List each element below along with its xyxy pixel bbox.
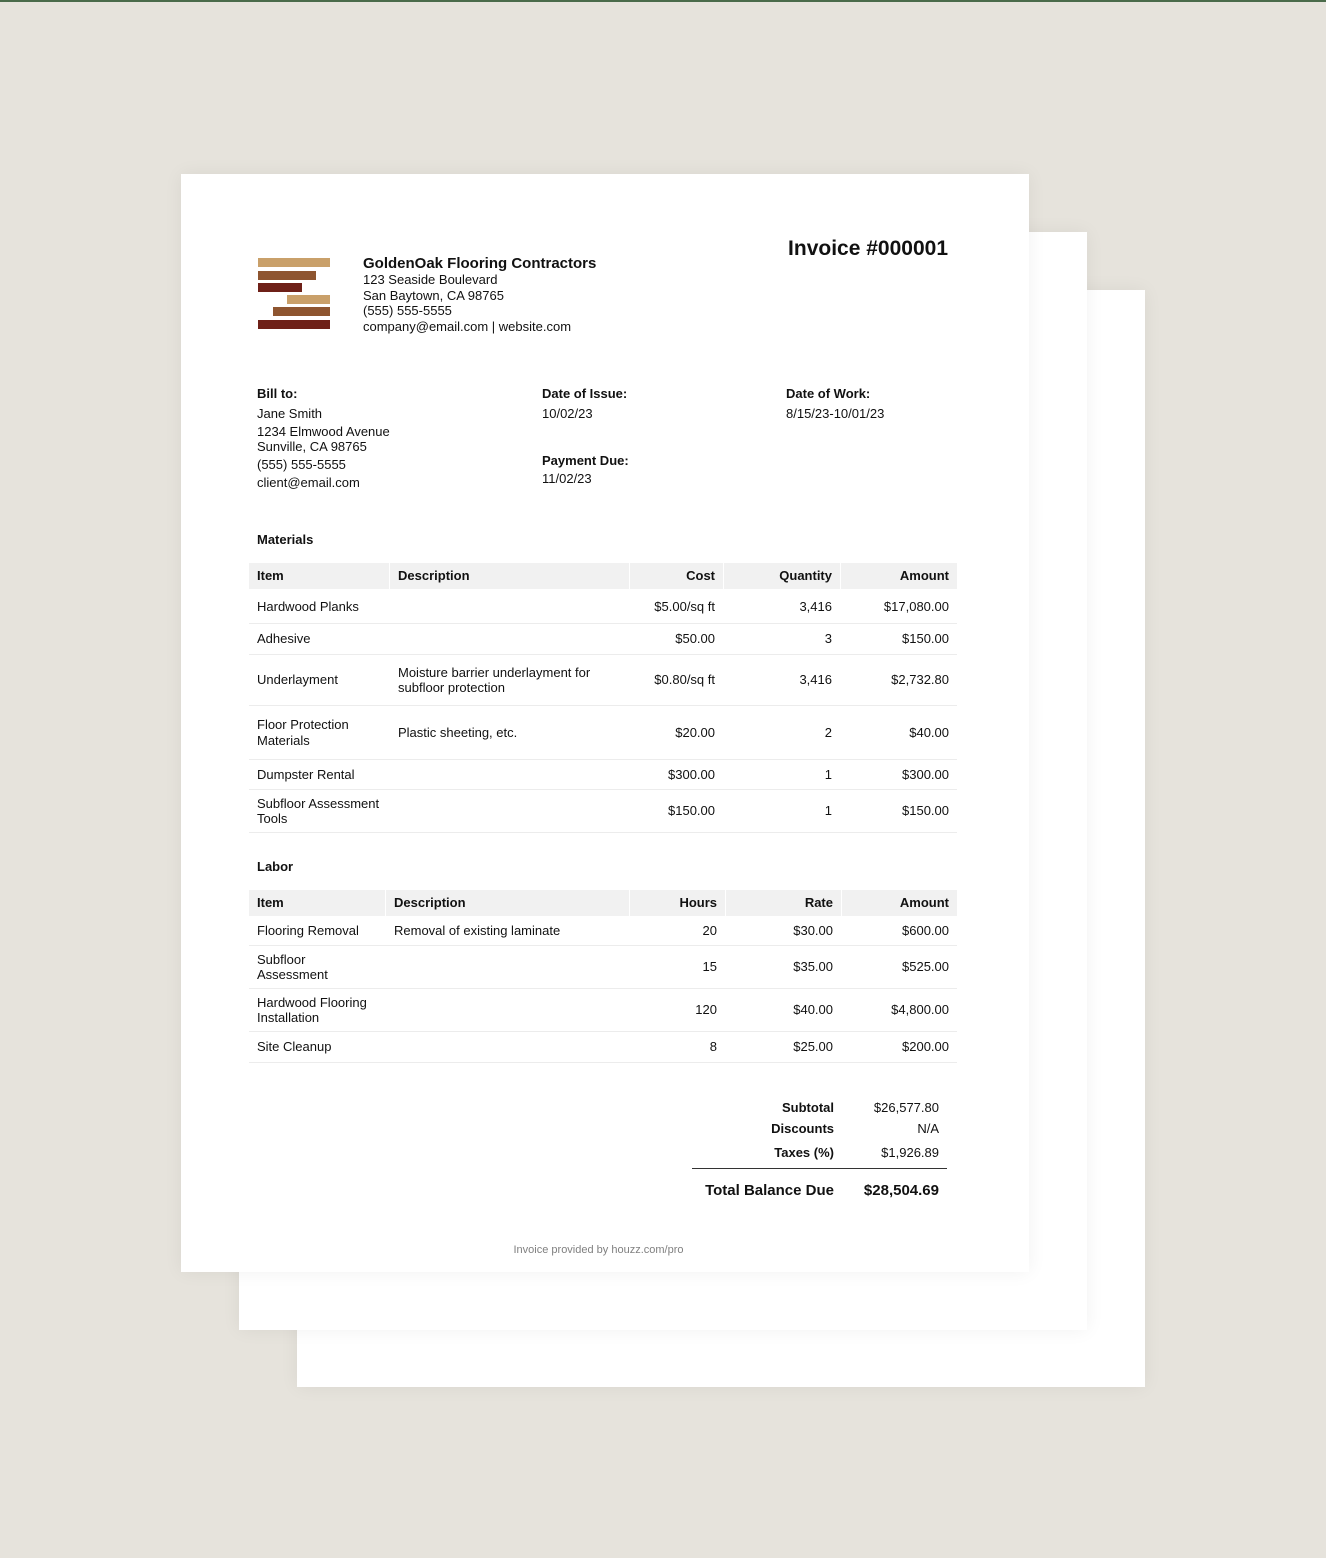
logo-bar bbox=[258, 258, 330, 267]
cell-amount: $200.00 bbox=[902, 1039, 949, 1055]
cell-amount: $300.00 bbox=[902, 766, 949, 782]
column-header-description: Description bbox=[390, 563, 629, 589]
column-header-hours: Hours bbox=[630, 890, 725, 916]
table-row bbox=[249, 706, 957, 760]
date-of-work-block bbox=[786, 386, 884, 421]
cell-amount: $2,732.80 bbox=[891, 672, 949, 688]
company-logo bbox=[258, 258, 330, 329]
cell-description bbox=[390, 790, 629, 832]
cell-quantity: 3,416 bbox=[799, 598, 832, 614]
cell-description bbox=[390, 590, 629, 623]
client-email: client@email.com bbox=[257, 475, 360, 490]
materials-table bbox=[249, 563, 957, 833]
logo-bar bbox=[273, 307, 330, 316]
cell-item: Hardwood Planks bbox=[257, 598, 359, 614]
cell-cost: $150.00 bbox=[668, 803, 715, 819]
table-row bbox=[249, 590, 957, 624]
taxes-label: Taxes (%) bbox=[774, 1145, 834, 1160]
cell-cost: $5.00/sq ft bbox=[654, 598, 715, 614]
cell-cost: $300.00 bbox=[668, 766, 715, 782]
top-accent-bar bbox=[0, 0, 1326, 2]
cell-item: Hardwood Flooring Installation bbox=[257, 994, 367, 1025]
cell-description bbox=[386, 946, 629, 988]
cell-quantity: 3 bbox=[824, 631, 832, 647]
totals-divider bbox=[692, 1168, 947, 1169]
table-row bbox=[249, 989, 957, 1032]
cell-item: Underlayment bbox=[257, 672, 338, 688]
payment-due-label: Payment Due: bbox=[542, 453, 629, 468]
cell-hours: 8 bbox=[709, 1039, 717, 1055]
cell-description bbox=[386, 1032, 629, 1062]
table-row bbox=[249, 760, 957, 790]
payment-due-value: 11/02/23 bbox=[542, 471, 592, 486]
company-info bbox=[363, 255, 596, 334]
cell-hours: 20 bbox=[702, 922, 717, 938]
column-header-description: Description bbox=[386, 890, 629, 916]
logo-bar bbox=[258, 320, 330, 329]
discounts-value: N/A bbox=[917, 1121, 939, 1136]
total-balance-label: Total Balance Due bbox=[705, 1182, 834, 1199]
bill-to-label: Bill to: bbox=[257, 386, 298, 401]
labor-table-header bbox=[249, 890, 957, 916]
company-phone: (555) 555-5555 bbox=[363, 303, 452, 318]
company-name: GoldenOak Flooring Contractors bbox=[363, 255, 597, 272]
client-address-line2: Sunville, CA 98765 bbox=[257, 439, 367, 454]
invoice-page bbox=[181, 174, 1029, 1272]
cell-cost: $50.00 bbox=[675, 631, 715, 647]
total-balance-value: $28,504.69 bbox=[863, 1182, 939, 1199]
cell-cost: $0.80/sq ft bbox=[654, 672, 715, 688]
cell-item: Dumpster Rental bbox=[257, 766, 355, 782]
date-of-work-value: 8/15/23-10/01/23 bbox=[786, 406, 885, 421]
logo-bar bbox=[287, 295, 330, 304]
date-of-issue-label: Date of Issue: bbox=[542, 386, 628, 401]
cell-description bbox=[390, 760, 629, 789]
company-address-line1: 123 Seaside Boulevard bbox=[363, 272, 498, 287]
cell-amount: $4,800.00 bbox=[891, 1002, 949, 1018]
client-name: Jane Smith bbox=[257, 406, 323, 421]
cell-description bbox=[390, 624, 629, 654]
column-header-item: Item bbox=[249, 890, 385, 916]
cell-description: Removal of existing laminate bbox=[394, 922, 561, 938]
payment-due-block bbox=[542, 453, 629, 486]
column-header-amount: Amount bbox=[841, 563, 957, 589]
bill-to-block bbox=[257, 386, 390, 490]
column-header-rate: Rate bbox=[726, 890, 841, 916]
footer-credit: Invoice provided by houzz.com/pro bbox=[513, 1244, 684, 1256]
taxes-value: $1,926.89 bbox=[881, 1145, 939, 1160]
discounts-label: Discounts bbox=[771, 1121, 834, 1136]
invoice-title: Invoice #000001 bbox=[788, 237, 948, 260]
cell-description: Plastic sheeting, etc. bbox=[398, 724, 518, 740]
cell-amount: $40.00 bbox=[909, 724, 949, 740]
date-of-issue-block bbox=[542, 386, 627, 421]
logo-bar bbox=[258, 283, 302, 292]
subtotal-label: Subtotal bbox=[782, 1100, 834, 1115]
cell-quantity: 1 bbox=[824, 766, 832, 782]
cell-quantity: 1 bbox=[824, 803, 832, 819]
cell-quantity: 2 bbox=[824, 724, 832, 740]
table-row bbox=[249, 655, 957, 706]
column-header-item: Item bbox=[249, 563, 389, 589]
cell-item: Subfloor Assessment bbox=[257, 951, 328, 982]
table-row bbox=[249, 946, 957, 989]
cell-rate: $25.00 bbox=[793, 1039, 833, 1055]
cell-amount: $150.00 bbox=[902, 631, 949, 647]
cell-amount: $525.00 bbox=[902, 959, 949, 975]
materials-section-title: Materials bbox=[257, 532, 314, 547]
date-of-work-label: Date of Work: bbox=[786, 386, 871, 401]
cell-amount: $17,080.00 bbox=[883, 598, 949, 614]
logo-bar bbox=[258, 271, 316, 280]
company-address-line2: San Baytown, CA 98765 bbox=[363, 287, 504, 303]
column-header-quantity: Quantity bbox=[724, 563, 840, 589]
cell-item: Flooring Removal bbox=[257, 922, 359, 938]
cell-hours: 15 bbox=[702, 959, 717, 975]
cell-item: Floor Protection Materials bbox=[257, 717, 349, 748]
cell-description: Moisture barrier underlayment for subfloor protection bbox=[398, 664, 591, 695]
date-of-issue-value: 10/02/23 bbox=[542, 406, 593, 421]
client-phone: (555) 555-5555 bbox=[257, 457, 346, 472]
table-row bbox=[249, 790, 957, 833]
column-header-amount: Amount bbox=[842, 890, 957, 916]
materials-table-header bbox=[249, 563, 957, 589]
labor-section-title: Labor bbox=[257, 859, 294, 874]
cell-description bbox=[386, 989, 629, 1031]
cell-amount: $150.00 bbox=[902, 803, 949, 819]
table-row bbox=[249, 1032, 957, 1063]
labor-table bbox=[249, 890, 957, 1063]
subtotal-value: $26,577.80 bbox=[873, 1100, 939, 1115]
cell-item: Adhesive bbox=[257, 631, 311, 647]
cell-rate: $40.00 bbox=[793, 1002, 833, 1018]
cell-amount: $600.00 bbox=[902, 922, 949, 938]
client-address-line1: 1234 Elmwood Avenue bbox=[257, 424, 390, 439]
cell-item: Subfloor Assessment Tools bbox=[257, 795, 380, 826]
cell-hours: 120 bbox=[695, 1002, 717, 1018]
cell-cost: $20.00 bbox=[675, 724, 715, 740]
table-row bbox=[249, 624, 957, 655]
company-contact: company@email.com | website.com bbox=[363, 318, 572, 334]
table-row bbox=[249, 916, 957, 946]
cell-rate: $35.00 bbox=[793, 959, 833, 975]
column-header-cost: Cost bbox=[630, 563, 723, 589]
cell-rate: $30.00 bbox=[793, 922, 833, 938]
cell-quantity: 3,416 bbox=[799, 672, 832, 688]
cell-item: Site Cleanup bbox=[257, 1039, 332, 1055]
